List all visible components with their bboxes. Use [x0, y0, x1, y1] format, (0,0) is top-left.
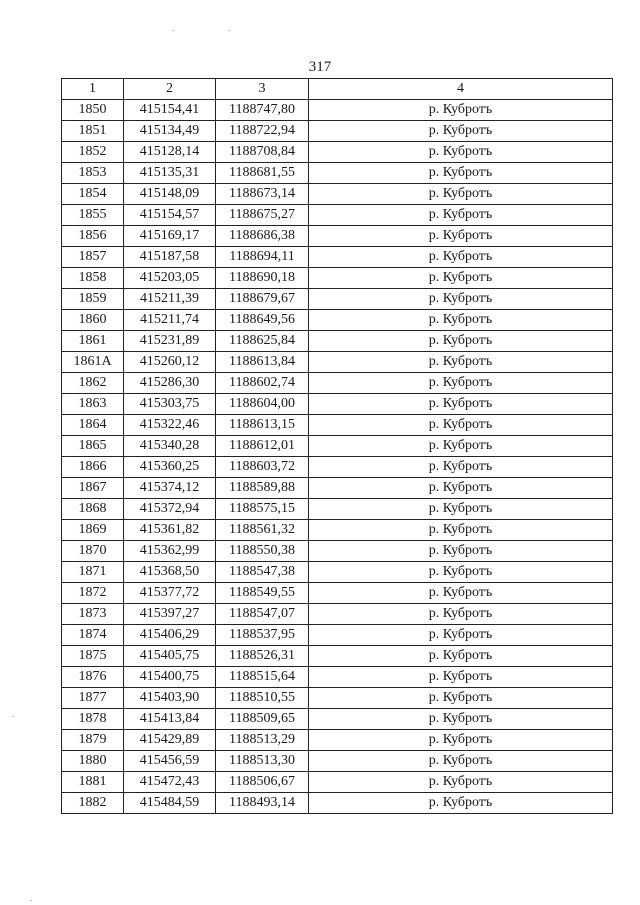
table-header-row: [62, 79, 613, 100]
cell-y-coordinate: 1188509,65: [216, 709, 309, 730]
table-row: [62, 541, 613, 562]
cell-y-coordinate: 1188675,27: [216, 205, 309, 226]
cell-x-coordinate: 415413,84: [124, 709, 216, 730]
cell-description: р. Кубротъ: [309, 499, 613, 520]
cell-description: р. Кубротъ: [309, 310, 613, 331]
cell-x-coordinate: 415322,46: [124, 415, 216, 436]
cell-y-coordinate: 1188510,55: [216, 688, 309, 709]
cell-y-coordinate: 1188575,15: [216, 499, 309, 520]
cell-point-number: 1879: [62, 730, 124, 751]
cell-x-coordinate: 415203,05: [124, 268, 216, 289]
cell-x-coordinate: 415231,89: [124, 331, 216, 352]
cell-point-number: 1861: [62, 331, 124, 352]
cell-y-coordinate: 1188547,07: [216, 604, 309, 625]
cell-description: р. Кубротъ: [309, 142, 613, 163]
cell-x-coordinate: 415397,27: [124, 604, 216, 625]
cell-y-coordinate: 1188612,01: [216, 436, 309, 457]
cell-y-coordinate: 1188526,31: [216, 646, 309, 667]
cell-description: р. Кубротъ: [309, 352, 613, 373]
cell-description: р. Кубротъ: [309, 289, 613, 310]
cell-point-number: 1870: [62, 541, 124, 562]
cell-x-coordinate: 415340,28: [124, 436, 216, 457]
cell-point-number: 1882: [62, 793, 124, 814]
cell-y-coordinate: 1188679,67: [216, 289, 309, 310]
cell-x-coordinate: 415403,90: [124, 688, 216, 709]
cell-description: р. Кубротъ: [309, 247, 613, 268]
cell-description: р. Кубротъ: [309, 415, 613, 436]
cell-point-number: 1876: [62, 667, 124, 688]
cell-description: р. Кубротъ: [309, 688, 613, 709]
cell-y-coordinate: 1188550,38: [216, 541, 309, 562]
cell-y-coordinate: 1188673,14: [216, 184, 309, 205]
cell-x-coordinate: 415362,99: [124, 541, 216, 562]
cell-x-coordinate: 415187,58: [124, 247, 216, 268]
cell-x-coordinate: 415406,29: [124, 625, 216, 646]
table-row: [62, 268, 613, 289]
cell-y-coordinate: 1188681,55: [216, 163, 309, 184]
cell-point-number: 1872: [62, 583, 124, 604]
cell-description: р. Кубротъ: [309, 268, 613, 289]
coordinates-table: [61, 78, 613, 814]
scan-speck: [172, 30, 174, 31]
cell-point-number: 1864: [62, 415, 124, 436]
cell-y-coordinate: 1188708,84: [216, 142, 309, 163]
cell-description: р. Кубротъ: [309, 205, 613, 226]
cell-y-coordinate: 1188506,67: [216, 772, 309, 793]
column-header-description: 4: [309, 79, 613, 100]
cell-point-number: 1854: [62, 184, 124, 205]
cell-x-coordinate: 415360,25: [124, 457, 216, 478]
cell-point-number: 1880: [62, 751, 124, 772]
cell-point-number: 1866: [62, 457, 124, 478]
cell-description: р. Кубротъ: [309, 793, 613, 814]
cell-description: р. Кубротъ: [309, 520, 613, 541]
cell-x-coordinate: 415361,82: [124, 520, 216, 541]
cell-point-number: 1863: [62, 394, 124, 415]
cell-point-number: 1875: [62, 646, 124, 667]
cell-x-coordinate: 415211,74: [124, 310, 216, 331]
cell-x-coordinate: 415374,12: [124, 478, 216, 499]
cell-description: р. Кубротъ: [309, 373, 613, 394]
table-row: [62, 415, 613, 436]
cell-description: р. Кубротъ: [309, 184, 613, 205]
table-row: [62, 100, 613, 121]
cell-x-coordinate: 415128,14: [124, 142, 216, 163]
cell-x-coordinate: 415400,75: [124, 667, 216, 688]
cell-x-coordinate: 415472,43: [124, 772, 216, 793]
cell-point-number: 1873: [62, 604, 124, 625]
cell-description: р. Кубротъ: [309, 121, 613, 142]
table-row: [62, 625, 613, 646]
cell-y-coordinate: 1188493,14: [216, 793, 309, 814]
table-row: [62, 352, 613, 373]
cell-point-number: 1869: [62, 520, 124, 541]
cell-x-coordinate: 415148,09: [124, 184, 216, 205]
cell-description: р. Кубротъ: [309, 583, 613, 604]
cell-point-number: 1857: [62, 247, 124, 268]
scan-speck: [12, 716, 14, 717]
cell-x-coordinate: 415429,89: [124, 730, 216, 751]
table-row: [62, 478, 613, 499]
table-row: [62, 184, 613, 205]
cell-point-number: 1860: [62, 310, 124, 331]
table-row: [62, 793, 613, 814]
cell-point-number: 1881: [62, 772, 124, 793]
cell-x-coordinate: 415286,30: [124, 373, 216, 394]
table-row: [62, 142, 613, 163]
cell-point-number: 1850: [62, 100, 124, 121]
cell-x-coordinate: 415405,75: [124, 646, 216, 667]
table-row: [62, 562, 613, 583]
cell-description: р. Кубротъ: [309, 562, 613, 583]
cell-x-coordinate: 415377,72: [124, 583, 216, 604]
cell-point-number: 1856: [62, 226, 124, 247]
table-row: [62, 394, 613, 415]
cell-x-coordinate: 415154,57: [124, 205, 216, 226]
cell-description: р. Кубротъ: [309, 331, 613, 352]
cell-y-coordinate: 1188625,84: [216, 331, 309, 352]
table-row: [62, 499, 613, 520]
cell-description: р. Кубротъ: [309, 478, 613, 499]
cell-description: р. Кубротъ: [309, 436, 613, 457]
cell-y-coordinate: 1188613,15: [216, 415, 309, 436]
column-header-y-coordinate: 3: [216, 79, 309, 100]
table-row: [62, 730, 613, 751]
page-number: 317: [308, 59, 332, 75]
table-row: [62, 436, 613, 457]
cell-description: р. Кубротъ: [309, 751, 613, 772]
cell-y-coordinate: 1188602,74: [216, 373, 309, 394]
table-row: [62, 751, 613, 772]
cell-y-coordinate: 1188561,32: [216, 520, 309, 541]
table-row: [62, 604, 613, 625]
cell-point-number: 1877: [62, 688, 124, 709]
cell-y-coordinate: 1188513,30: [216, 751, 309, 772]
cell-point-number: 1859: [62, 289, 124, 310]
cell-point-number: 1874: [62, 625, 124, 646]
cell-x-coordinate: 415303,75: [124, 394, 216, 415]
cell-point-number: 1861А: [62, 352, 124, 373]
cell-description: р. Кубротъ: [309, 226, 613, 247]
cell-x-coordinate: 415169,17: [124, 226, 216, 247]
cell-x-coordinate: 415368,50: [124, 562, 216, 583]
cell-point-number: 1858: [62, 268, 124, 289]
cell-y-coordinate: 1188649,56: [216, 310, 309, 331]
cell-x-coordinate: 415154,41: [124, 100, 216, 121]
cell-description: р. Кубротъ: [309, 772, 613, 793]
cell-y-coordinate: 1188515,64: [216, 667, 309, 688]
table-row: [62, 520, 613, 541]
table-row: [62, 163, 613, 184]
cell-description: р. Кубротъ: [309, 667, 613, 688]
table-row: [62, 583, 613, 604]
cell-x-coordinate: 415211,39: [124, 289, 216, 310]
cell-description: р. Кубротъ: [309, 709, 613, 730]
cell-point-number: 1878: [62, 709, 124, 730]
cell-y-coordinate: 1188589,88: [216, 478, 309, 499]
table-row: [62, 331, 613, 352]
cell-description: р. Кубротъ: [309, 541, 613, 562]
cell-y-coordinate: 1188694,11: [216, 247, 309, 268]
cell-description: р. Кубротъ: [309, 457, 613, 478]
cell-x-coordinate: 415456,59: [124, 751, 216, 772]
table-row: [62, 709, 613, 730]
cell-y-coordinate: 1188537,95: [216, 625, 309, 646]
cell-x-coordinate: 415135,31: [124, 163, 216, 184]
cell-description: р. Кубротъ: [309, 394, 613, 415]
cell-description: р. Кубротъ: [309, 604, 613, 625]
cell-description: р. Кубротъ: [309, 163, 613, 184]
cell-x-coordinate: 415260,12: [124, 352, 216, 373]
cell-y-coordinate: 1188513,29: [216, 730, 309, 751]
cell-y-coordinate: 1188690,18: [216, 268, 309, 289]
table-row: [62, 373, 613, 394]
cell-point-number: 1851: [62, 121, 124, 142]
cell-description: р. Кубротъ: [309, 625, 613, 646]
cell-point-number: 1853: [62, 163, 124, 184]
cell-y-coordinate: 1188603,72: [216, 457, 309, 478]
cell-point-number: 1868: [62, 499, 124, 520]
cell-y-coordinate: 1188747,80: [216, 100, 309, 121]
cell-y-coordinate: 1188547,38: [216, 562, 309, 583]
cell-point-number: 1855: [62, 205, 124, 226]
table-row: [62, 667, 613, 688]
cell-y-coordinate: 1188613,84: [216, 352, 309, 373]
cell-description: р. Кубротъ: [309, 100, 613, 121]
table-body: [62, 100, 613, 814]
table-row: [62, 688, 613, 709]
cell-x-coordinate: 415484,59: [124, 793, 216, 814]
cell-y-coordinate: 1188686,38: [216, 226, 309, 247]
table-row: [62, 646, 613, 667]
scan-speck: [30, 900, 32, 901]
cell-description: р. Кубротъ: [309, 730, 613, 751]
table-row: [62, 226, 613, 247]
table-row: [62, 310, 613, 331]
cell-point-number: 1862: [62, 373, 124, 394]
cell-x-coordinate: 415372,94: [124, 499, 216, 520]
table-row: [62, 289, 613, 310]
column-header-x-coordinate: 2: [124, 79, 216, 100]
cell-point-number: 1871: [62, 562, 124, 583]
cell-point-number: 1867: [62, 478, 124, 499]
cell-y-coordinate: 1188722,94: [216, 121, 309, 142]
table-row: [62, 121, 613, 142]
cell-x-coordinate: 415134,49: [124, 121, 216, 142]
scan-speck: [228, 30, 230, 31]
cell-y-coordinate: 1188549,55: [216, 583, 309, 604]
cell-y-coordinate: 1188604,00: [216, 394, 309, 415]
cell-point-number: 1852: [62, 142, 124, 163]
cell-description: р. Кубротъ: [309, 646, 613, 667]
cell-point-number: 1865: [62, 436, 124, 457]
table-row: [62, 247, 613, 268]
table-row: [62, 457, 613, 478]
column-header-point-number: 1: [62, 79, 124, 100]
table-row: [62, 205, 613, 226]
table-row: [62, 772, 613, 793]
